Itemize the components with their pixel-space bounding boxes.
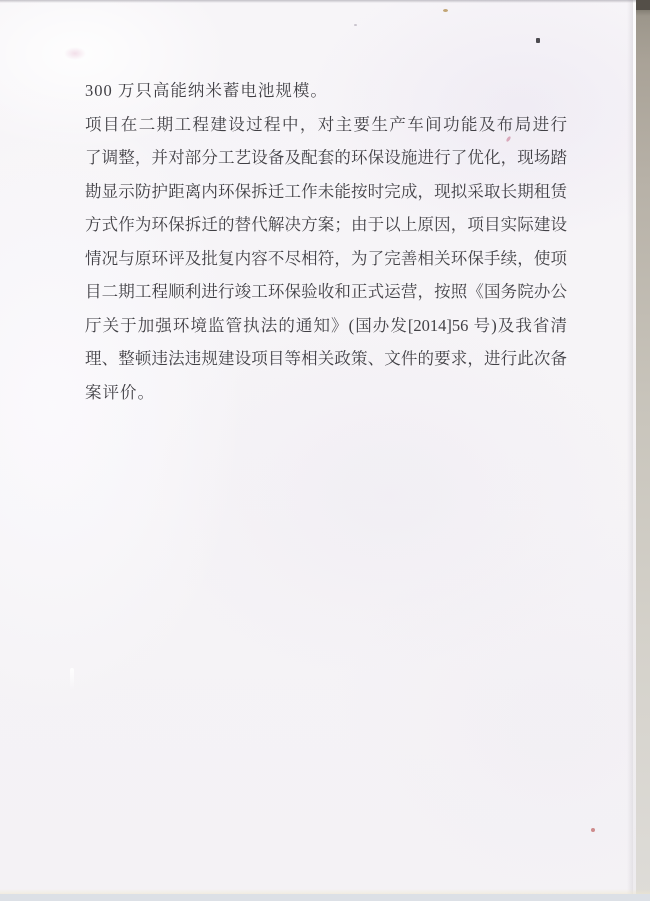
scan-speckle — [536, 38, 540, 43]
text-line: 情况与原环评及批复内容不尽相符，为了完善相关环保手续，使项 — [85, 248, 567, 268]
scan-edge-bottom — [0, 894, 650, 901]
text-line: 理、整顿违法违规建设项目等相关政策、文件的要求，进行此次备 — [85, 349, 567, 368]
scanner-corner-top-right — [636, 0, 650, 10]
scan-edge-top — [0, 0, 636, 3]
text-line: 目二期工程顺利进行竣工环保验收和正式运营，按照《国务院办公 — [85, 282, 567, 301]
text-line: 项目在二期工程建设过程中，对主要生产车间功能及布局进行 — [85, 114, 567, 134]
document-text-block — [85, 74, 567, 409]
scan-stain — [64, 47, 86, 60]
scan-speckle — [591, 828, 595, 832]
text-line: 厅关于加强环境监管执法的通知》(国办发[2014]56 号)及我省清 — [85, 315, 567, 335]
text-line: 300 万只高能纳米蓄电池规模。 — [85, 81, 328, 100]
text-line: 了调整，并对部分工艺设备及配套的环保设施进行了优化，现场踏 — [85, 148, 567, 167]
scanner-background-right — [636, 0, 650, 901]
text-line: 勘显示防护距离内环保拆迁工作未能按时完成，现拟采取长期租赁 — [85, 181, 567, 201]
text-line: 方式作为环保拆迁的替代解决方案；由于以上原因，项目实际建设 — [85, 215, 567, 234]
text-line: 案评价。 — [85, 382, 155, 402]
scan-speckle — [443, 9, 448, 12]
scan-speckle — [354, 24, 357, 26]
scan-scratch — [70, 668, 74, 690]
